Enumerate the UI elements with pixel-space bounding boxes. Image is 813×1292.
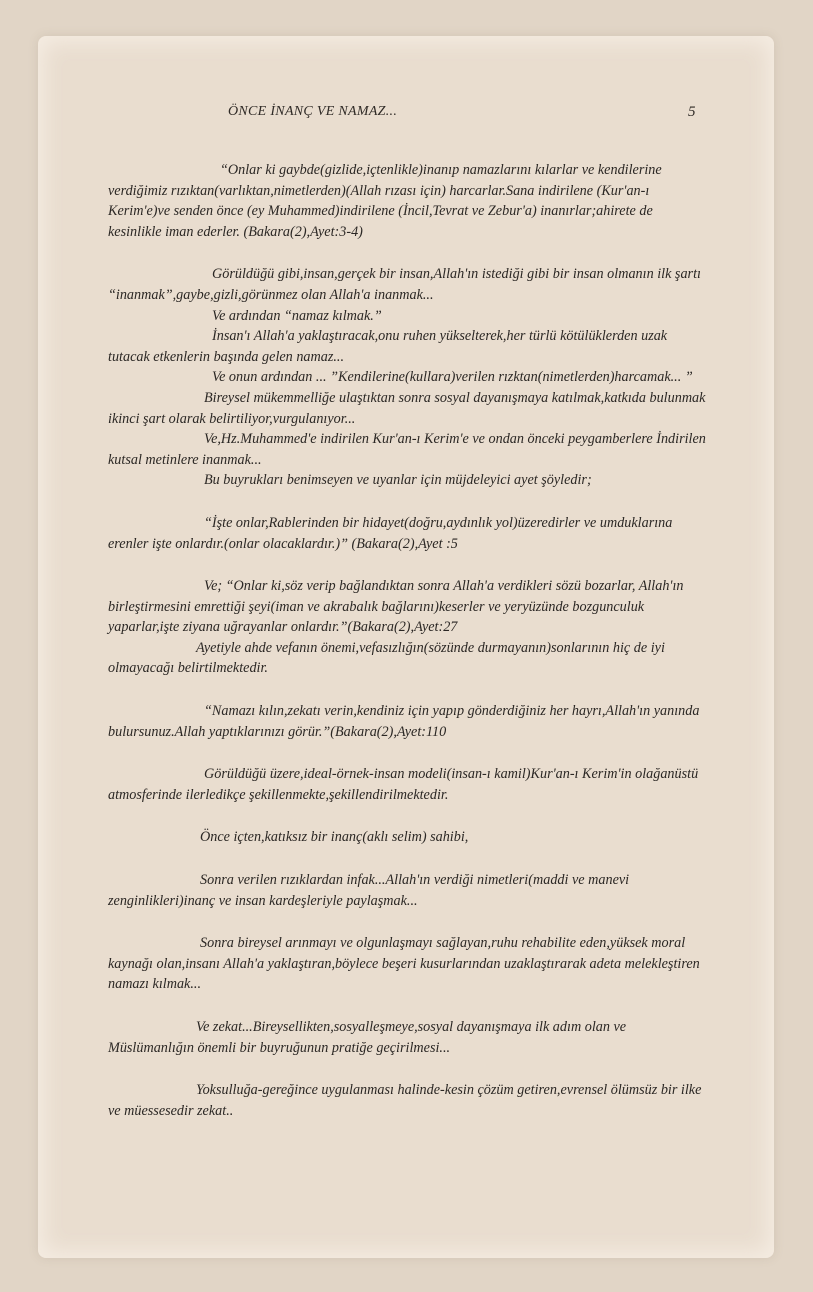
paragraph: “Onlar ki gaybde(gizlide,içtenlikle)inanıp namazlarını kılarlar ve kendilerine verdiğimiz rızıktan(varlıktan,nimetlerden)(Allah rızası için) harcarlar.Sana indirilene (Kur'an-ı Kerim'e)ve senden önce (ey Muhammed)indirilene (İncil,Tevrat ve Zebur'a) inanırlar;ahirete de kesinlikle iman ederler. (Bakara(2),Ayet:3-4) [108,162,662,240]
paragraph: Bu buyrukları benimseyen ve uyanlar için müjdeleyici ayet şöyledir; [204,472,592,489]
paragraph: Görüldüğü üzere,ideal-örnek-insan modeli(insan-ı kamil)Kur'an-ı Kerim'in olağanüstü atmosferinde ilerledikçe şekillenmekte,şekillendirilmektedir. [108,766,699,803]
document-body [108,160,708,1121]
paragraph: Bireysel mükemmelliğe ulaştıktan sonra sosyal dayanışmaya katılmak,katkıda bulunmak ikinci şart olarak belirtiliyor,vurgulanıyor... [108,389,706,427]
page-number: 5 [688,104,696,120]
paragraph: Ve,Hz.Muhammed'e indirilen Kur'an-ı Kerim'e ve ondan önceki peygamberlere İndirilen kutsal metinlere inanmak... [108,431,706,468]
running-head: ÖNCE İNANÇ VE NAMAZ... [228,104,398,119]
paragraph: Sonra bireysel arınmayı ve olgunlaşmayı sağlayan,ruhu rehabilite eden,yüksek moral kaynağı olan,insanı Allah'a yaklaştıran,böylece beşeri kusurlarından uzaklaştırarak adeta melekleştiren namazı kılmak... [108,935,700,993]
paragraph: Ve ardından “namaz kılmak.” [212,307,382,324]
paragraph: “Namazı kılın,zekatı verin,kendiniz için yapıp gönderdiğiniz her hayrı,Allah'ın yanında bulursunuz.Allah yaptıklarınızı görür.”(Bakara(2),Ayet:110 [108,703,700,740]
paragraph: Ayetiyle ahde vefanın önemi,vefasızlığın(sözünde durmayanın)sonlarının hiç de iyi olmayacağı belirtilmektedir. [108,639,665,677]
paragraph: Ve; “Onlar ki,söz verip bağlandıktan sonra Allah'a verdikleri sözü bozarlar, Allah'ın birleştirmesini emrettiği şeyi(iman ve akrabalık bağlarını)keserler ve yeryüzünde bozgunculuk yaparlar,işte ziyana uğrayanlar onlardır.”(Bakara(2),Ayet:27 [108,578,684,636]
paragraph: Ve onun ardından ... ”Kendilerine(kullara)verilen rızktan(nimetlerden)harcamak... ” [212,369,693,386]
paragraph: Yoksulluğa-gereğince uygulanması halinde-kesin çözüm getiren,evrensel ölümsüz bir ilke ve müessesedir zekat.. [108,1082,702,1119]
paragraph: Sonra verilen rızıklardan infak...Allah'ın verdiği nimetleri(maddi ve manevi zenginlikleri)inanç ve insan kardeşleriyle paylaşmak... [108,872,630,909]
paragraph: İnsan'ı Allah'a yaklaştıracak,onu ruhen yükselterek,her türlü kötülüklerden uzak tutacak etkenlerin başında gelen namaz... [108,328,668,365]
paragraph: Ve zekat...Bireysellikten,sosyalleşmeye,sosyal dayanışmaya ilk adım olan ve Müslümanlığın önemli bir buyruğunun pratiğe geçirilmesi... [108,1019,627,1056]
paragraph: Görüldüğü gibi,insan,gerçek bir insan,Allah'ın istediği gibi bir insan olmanın ilk şartı “inanmak”,gaybe,gizli,görünmez olan Allah'a inanmak... [108,266,701,303]
paragraph: Önce içten,katıksız bir inanç(aklı selim) sahibi, [200,829,469,846]
paragraph: “İşte onlar,Rablerinden bir hidayet(doğru,aydınlık yol)üzeredirler ve umduklarına erenler işte onlardır.(onlar olacaklardır.)” (Bakara(2),Ayet :5 [108,514,673,552]
